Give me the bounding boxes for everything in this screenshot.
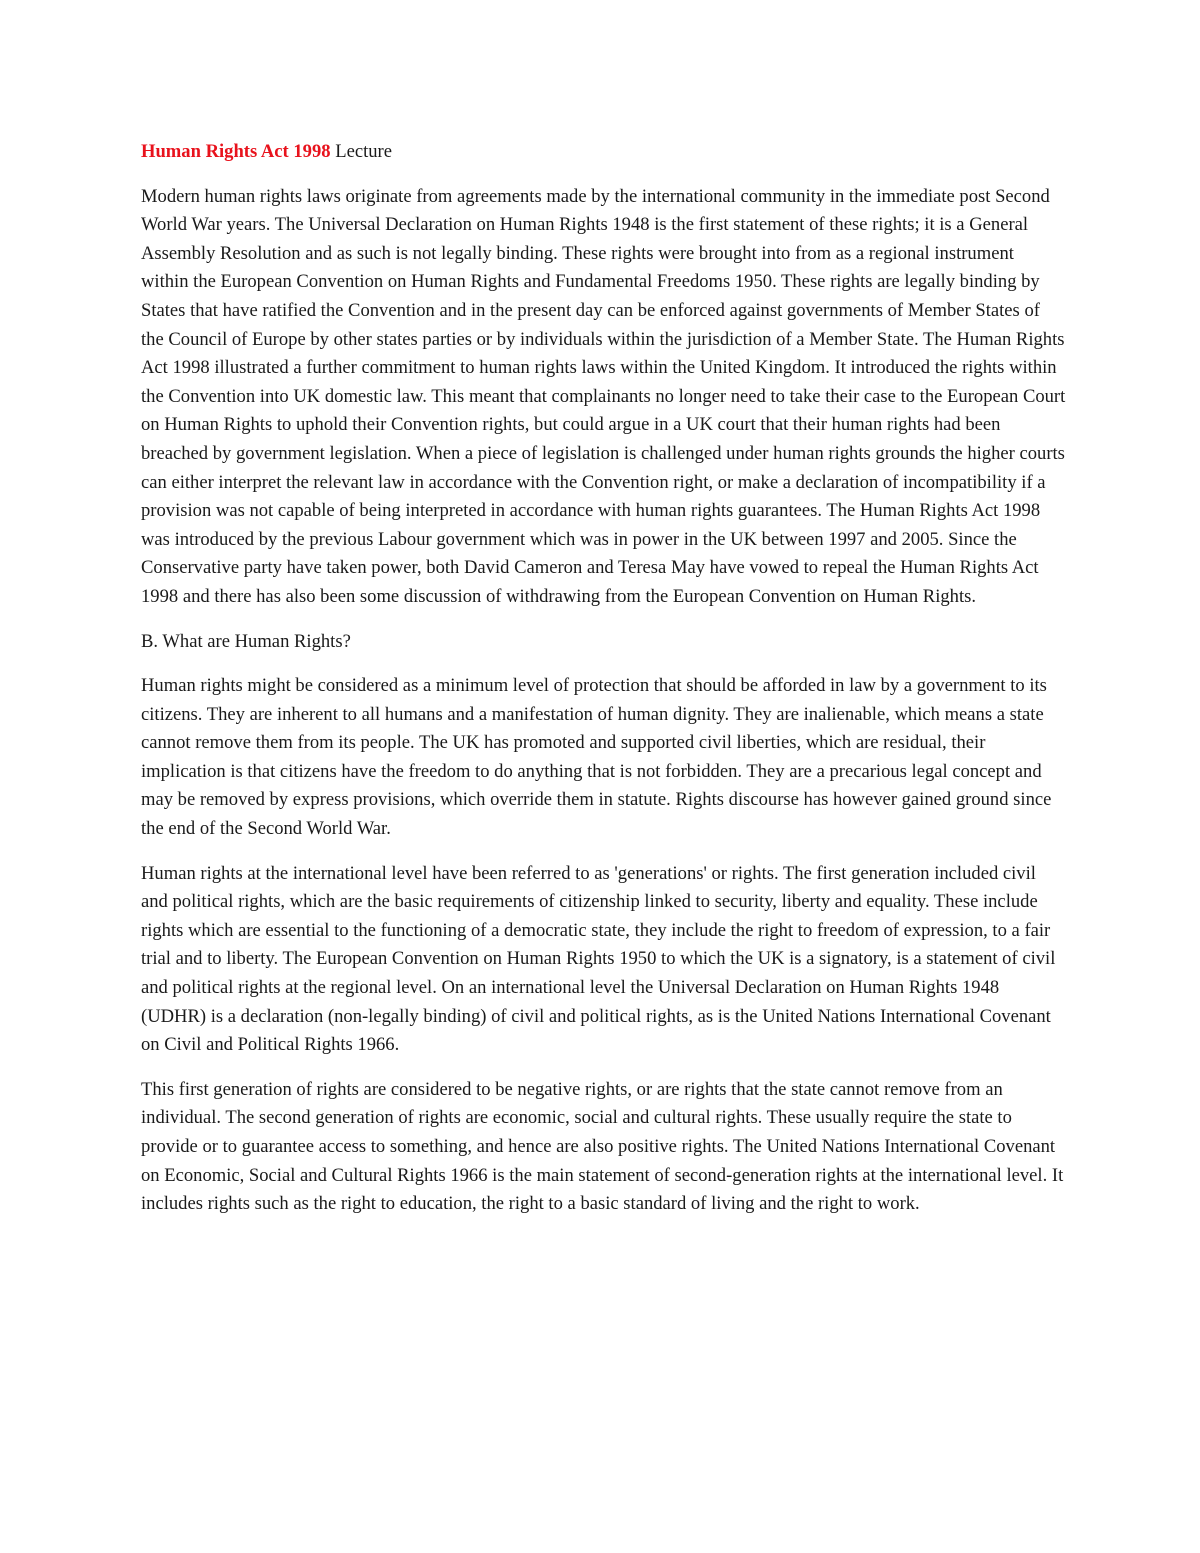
title-highlight: Human Rights Act 1998	[141, 141, 331, 162]
paragraph-second-generation: This first generation of rights are considered to be negative rights, or are rights that the state cannot remove from an individual. The second generation of rights are economic, social and cultural rights. These usually require the state to provide or to guarantee access to something, and hence are also positive rights. The United Nations International Covenant on Economic, Social and Cultural Rights 1966 is the main statement of second-generation rights at the international level. It includes rights such as the right to education, the right to a basic standard of living and the right to work.	[141, 1078, 1064, 1215]
paragraph-first-generation: Human rights at the international level have been referred to as 'generations' or rights. The first generation included civil and political rights, which are the basic requirements of citizenship linked to security, liberty and equality. These include rights which are essential to the functioning of a democratic state, they include the right to freedom of expression, to a fair trial and to liberty. The European Convention on Human Rights 1950 to which the UK is a signatory, is a statement of civil and political rights at the regional level. On an international level the Universal Declaration on Human Rights 1948 (UDHR) is a declaration (non-legally binding) of civil and political rights, as is the United Nations International Covenant on Civil and Political Rights 1966.	[141, 862, 1056, 1056]
paragraph-definition: Human rights might be considered as a minimum level of protection that should be afforded in law by a government to its citizens. They are inherent to all humans and a manifestation of human dignity. They are inalienable, which means a state cannot remove them from its people. The UK has promoted and supported civil liberties, which are residual, their implication is that citizens have the freedom to do anything that is not forbidden. They are a precarious legal concept and may be removed by express provisions, which override them in statute. Rights discourse has however gained ground since the end of the Second World War.	[141, 675, 1052, 840]
section-heading-what-are-human-rights: B. What are Human Rights?	[141, 630, 351, 652]
title-rest: Lecture	[330, 141, 392, 162]
paragraph-introduction: Modern human rights laws originate from agreements made by the international community in the immediate post Second World War years. The Universal Declaration on Human Rights 1948 is the first statement of these rights; it is a General Assembly Resolution and as such is not legally binding. These rights were brought into from as a regional instrument within the European Convention on Human Rights and Fundamental Freedoms 1950. These rights are legally binding by States that have ratified the Convention and in the present day can be enforced against governments of Member States of the Council of Europe by other states parties or by individuals within the jurisdiction of a Member State. The Human Rights Act 1998 illustrated a further commitment to human rights laws within the United Kingdom. It introduced the rights within the Convention into UK domestic law. This meant that complainants no longer need to take their case to the European Court on Human Rights to uphold their Convention rights, but could argue in a UK court that their human rights had been breached by government legislation. When a piece of legislation is challenged under human rights grounds the higher courts can either interpret the relevant law in accordance with the Convention right, or make a declaration of incompatibility if a provision was not capable of being interpreted in accordance with human rights guarantees. The Human Rights Act 1998 was introduced by the previous Labour government which was in power in the UK between 1997 and 2005. Since the Conservative party have taken power, both David Cameron and Teresa May have vowed to repeal the Human Rights Act 1998 and there has also been some discussion of withdrawing from the European Convention on Human Rights.	[141, 185, 1066, 607]
document-page	[141, 138, 1066, 1235]
document-title	[141, 138, 1066, 167]
